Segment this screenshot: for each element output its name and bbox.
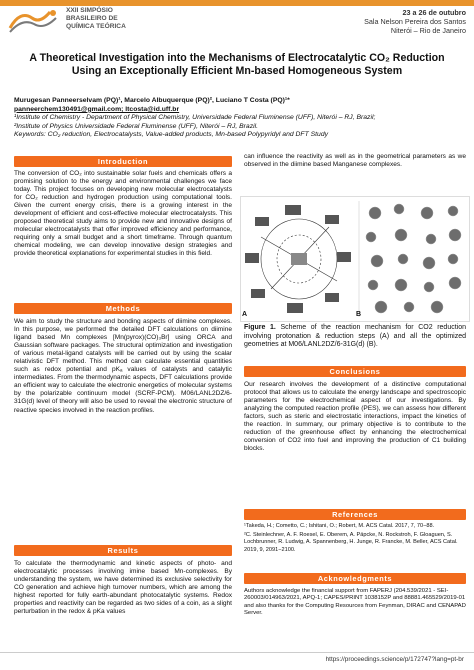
keywords: Keywords: CO₂ reduction, Electrocatalysts, Value-added products, Mn-based Polypyridyl and DFT Study [14, 131, 329, 139]
author-list: Murugesan Panneerselvam (PQ)¹, Marcelo Albuquerque (PQ)², Luciano T Costa (PQ)¹* [14, 97, 290, 104]
event-city: Niterói – Rio de Janeiro [390, 26, 466, 35]
figure-caption-label: Figure 1. [244, 324, 276, 331]
authors-block [14, 97, 460, 140]
acknowledgments-body [244, 588, 466, 618]
conclusions-body [244, 381, 466, 453]
introduction-text: The conversion of CO₂ into sustainable solar fuels and chemicals offers a promising solution to the energy and environmental challenges we face today. This project focuses on developing new molecular electrocatalysts for CO₂ reduction and hydrogen production using computational tools. Given the current energy crisis, there is a growing interest in the development of efficient and cost-effective molecular electrocatalysts. This proposed theoretical study aims to provide new and innovative designs of molecular electrocatalysts that offer improved efficiency and performance, requiring only a small budget and a short timeframe. Through quantum chemical modeling, we can develop innovative design strategies and provide theoretical explanations for experimental studies in this field. [14, 170, 232, 258]
results-heading [14, 545, 232, 556]
reference-2: ²C. Steinlechner, A. F. Roesel, E. Oberem, A. Päpcke, N. Rockstroh, F. Gloaguen, S. Lochbrunner, R. Ludwig, A. Spannenberg, H. Junge, R. Francke, M. Beller, ACS Catal. 2019, 9, 2091−2100. [244, 532, 458, 553]
results-text: To calculate the thermodynamic and kinetic aspects of photo- and electrocatalytic processes involving imine based Mn-complexes. By understanding the system, we have determined its exclusive selectivity for CO generation and achieve high turnover numbers, which are among the highest reported for fully earth-abundant photocatalytic systems. Redox properties and reactivity can be regarded as two sides of a coin, as a slight perturbation in the redox & pKa values [14, 560, 232, 616]
affiliation-1: ¹Institute of Chemistry - Department of Physical Chemistry, Universidade Federal Fluminense (UFF), Niterói – RJ, Brazil; [14, 114, 376, 122]
author-emails[interactable]: panneerchem130491@gmail.com; ltcosta@id.uff.br [14, 105, 180, 113]
footer-divider [0, 652, 474, 653]
conclusions-text: Our research involves the development of a distinctive computational protocol that allows us to calculate the energy landscape and spectroscopic parameters for the electrochemical aspect of our investigations. By analyzing the computed reaction profile (PES), we can assess how different factors, such as steric and electrostatic interactions, impact the kinetics of the reaction. In summary, our primary objective is to contribute to the reduction of the greenhouse effect by enhancing the electrochemical conversion of CO2 into fuel and improving the production of C1 building blocks. [244, 381, 466, 453]
mechanism-figure [240, 196, 470, 322]
event-date: 23 a 26 de outubro [402, 8, 466, 17]
figure-caption [244, 324, 466, 350]
methods-text: We aim to study the structure and bonding aspects of diimine complexes. In this purpose, we performed the detailed DFT calculations on diimine ligand based Mn complexes [Mn(pyrox)(CO)₃Br] using ORCA and Gaussian software packages. The structural optimization and investigation of various metal-ligand catalysts will be carried out by using the scalar relativistic DFT method. This method can calculate essential quantities such as redox potential and pKₐ values of catalysts and catalytic intermediates. From the thermodynamic aspects, DFT calculations provide an efficient way to calculate the electronic energetics of molecular systems by the polarizable continuum model (SCRF-PCM). M06/LANL2DZ/6-31G(d) level of theory will also be used to reveal the electronic structure of reactive species involved in the reaction profiles. [14, 318, 232, 414]
introduction-heading [14, 156, 232, 167]
figure-caption-text: Scheme of the reaction mechanism for CO2 reduction involving protonation & reduction steps (A) and all the optimized geometries at M06/LANL2DZ/6-31G(d) (B). [244, 324, 466, 349]
acknowledgments-heading [244, 573, 466, 584]
methods-heading-text: Methods [105, 304, 141, 313]
conclusions-heading [244, 366, 466, 377]
acknowledgments-heading-text: Acknowledgments [317, 574, 393, 583]
figure-label-a: A [242, 311, 248, 318]
logo-line-3: QUÍMICA TEÓRICA [66, 23, 126, 30]
figure-label-b: B [356, 311, 362, 318]
logo-line-2: BRASILEIRO DE [66, 15, 118, 22]
introduction-heading-text: Introduction [97, 157, 149, 166]
logo-text [66, 7, 126, 31]
symposium-logo-icon [6, 6, 64, 36]
logo-line-1: XXII SIMPÓSIO [66, 7, 113, 14]
acknowledgments-text: Authors acknowledge the financial support from FAPERJ (204.539/2021 - SEI-260003/014963/2021, APQ-1; CAPES/PRINT 1038152P and 88881.465529/2019-01 and also thanks for the Computing Resources from Feynman, DIRAC and CENAPAD Server. [244, 588, 466, 617]
event-info [364, 8, 466, 35]
results-continued [244, 153, 466, 169]
references-heading [244, 509, 466, 520]
reference-1: ¹Takeda, H.; Cometto, C.; Ishitani, O.; Robert, M. ACS Catal. 2017, 7, 70−88. [244, 523, 435, 529]
conclusions-heading-text: Conclusions [329, 367, 381, 376]
event-venue: Sala Nelson Pereira dos Santos [364, 17, 466, 26]
footer-url[interactable]: https://proceedings.science/p/172747?lang=pt-br [325, 656, 464, 663]
introduction-body [14, 170, 232, 259]
results-heading-text: Results [107, 546, 139, 555]
methods-heading [14, 303, 232, 314]
methods-body [14, 318, 232, 415]
affiliation-2: ²Institute of Physics Universidade Federal Fluminense (UFF), Niterói – RJ, Brazil. [14, 122, 259, 130]
results-continued-text: can influence the reactivity as well as in the geometrical parameters as we observed in the diimine based Manganese complexes. [244, 153, 466, 169]
paper-title: A Theoretical Investigation into the Mechanisms of Electrocatalytic CO₂ Reduction Using an Exceptionally Efficient Mn-based Homogeneous System [29, 52, 445, 77]
references-body [244, 523, 466, 556]
results-body [14, 560, 232, 616]
references-heading-text: References [332, 510, 378, 519]
header-stripe [0, 0, 474, 6]
